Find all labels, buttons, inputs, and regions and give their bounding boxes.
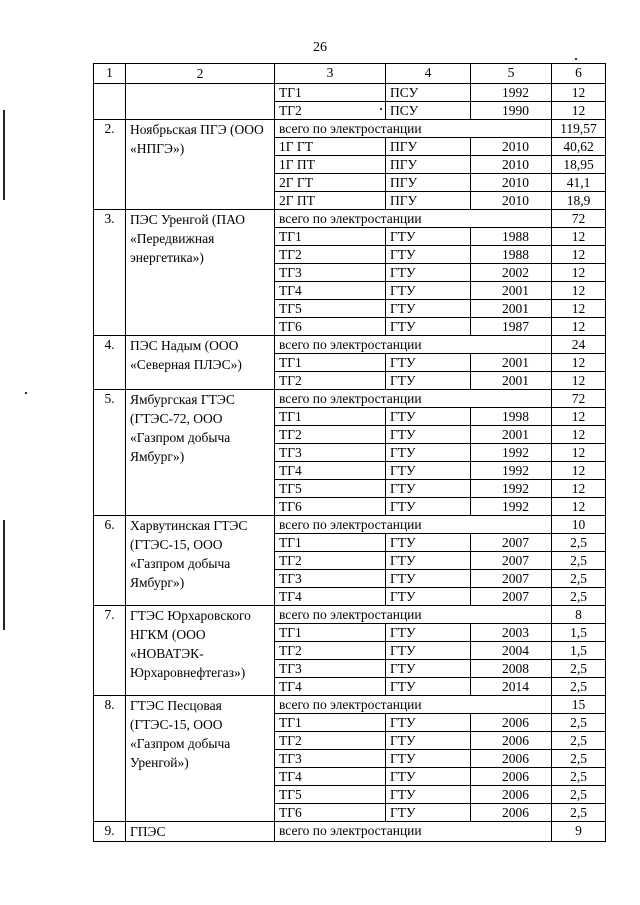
plant-total-label: всего по электростанции (275, 516, 552, 534)
commission-year-cell: 2001 (471, 282, 552, 300)
plant-total-capacity: 15 (552, 696, 606, 714)
unit-cell: ТГ1 (275, 714, 386, 732)
capacity-cell: 2,5 (552, 804, 606, 822)
commission-year-cell: 2006 (471, 768, 552, 786)
commission-year-cell: 1990 (471, 102, 552, 120)
unit-type-cell: ГТУ (386, 750, 471, 768)
commission-year-cell: 2006 (471, 750, 552, 768)
unit-type-cell: ГТУ (386, 642, 471, 660)
unit-type-cell: ГТУ (386, 714, 471, 732)
plant-name: ГПЭС (126, 822, 275, 842)
capacity-cell: 2,5 (552, 678, 606, 696)
commission-year-cell: 2008 (471, 660, 552, 678)
capacity-cell: 2,5 (552, 750, 606, 768)
column-header: 4 (386, 64, 471, 84)
plant-name: Ноябрьская ПГЭ (ООО «НПГЭ») (126, 120, 275, 210)
unit-cell: ТГ1 (275, 84, 386, 102)
capacity-cell: 2,5 (552, 660, 606, 678)
unit-type-cell: ГТУ (386, 660, 471, 678)
commission-year-cell: 1992 (471, 498, 552, 516)
plant-number: 5. (94, 390, 126, 516)
plant-total-row (94, 336, 606, 354)
capacity-cell: 2,5 (552, 534, 606, 552)
scan-speck (25, 392, 27, 394)
unit-type-cell: ГТУ (386, 372, 471, 390)
unit-cell: ТГ1 (275, 228, 386, 246)
commission-year-cell: 2001 (471, 300, 552, 318)
unit-cell: 1Г ГТ (275, 138, 386, 156)
capacity-cell: 2,5 (552, 570, 606, 588)
capacity-cell: 2,5 (552, 732, 606, 750)
unit-cell: ТГ3 (275, 750, 386, 768)
capacity-cell: 12 (552, 426, 606, 444)
unit-cell: 2Г ПТ (275, 192, 386, 210)
plant-total-capacity: 72 (552, 390, 606, 408)
plant-number: 3. (94, 210, 126, 336)
plant-total-label: всего по электростанции (275, 390, 552, 408)
commission-year-cell: 2006 (471, 714, 552, 732)
unit-cell: 1Г ПТ (275, 156, 386, 174)
capacity-cell: 12 (552, 408, 606, 426)
plant-number: 4. (94, 336, 126, 390)
unit-cell: ТГ3 (275, 570, 386, 588)
commission-year-cell: 2010 (471, 192, 552, 210)
unit-type-cell: ГТУ (386, 786, 471, 804)
commission-year-cell: 1988 (471, 246, 552, 264)
unit-cell: 2Г ГТ (275, 174, 386, 192)
commission-year-cell: 1992 (471, 462, 552, 480)
plant-total-capacity: 8 (552, 606, 606, 624)
capacity-cell: 12 (552, 300, 606, 318)
unit-cell: ТГ2 (275, 426, 386, 444)
unit-type-cell: ГТУ (386, 534, 471, 552)
commission-year-cell: 1992 (471, 444, 552, 462)
capacity-cell: 2,5 (552, 552, 606, 570)
plant-name: ГТЭС Юрхаровского НГКМ (ООО «НОВАТЭК-Юрхаровнефтегаз») (126, 606, 275, 696)
unit-type-cell: ПСУ (386, 84, 471, 102)
unit-cell: ТГ6 (275, 498, 386, 516)
unit-type-cell: ПГУ (386, 174, 471, 192)
commission-year-cell: 2006 (471, 732, 552, 750)
unit-type-cell: ГТУ (386, 300, 471, 318)
unit-type-cell: ПГУ (386, 138, 471, 156)
unit-cell: ТГ2 (275, 246, 386, 264)
commission-year-cell: 2006 (471, 786, 552, 804)
unit-type-cell: ПСУ (386, 102, 471, 120)
unit-type-cell: ГТУ (386, 678, 471, 696)
plant-total-row (94, 516, 606, 534)
capacity-cell: 12 (552, 84, 606, 102)
capacity-cell: 12 (552, 498, 606, 516)
column-header: 1 (94, 64, 126, 84)
plant-total-capacity: 119,57 (552, 120, 606, 138)
plant-name: ГТЭС Песцовая (ГТЭС-15, ООО «Газпром добыча Уренгой») (126, 696, 275, 822)
unit-type-cell: ГТУ (386, 480, 471, 498)
unit-cell: ТГ5 (275, 300, 386, 318)
capacity-cell: 12 (552, 462, 606, 480)
plant-total-row (94, 210, 606, 228)
unit-cell: ТГ3 (275, 660, 386, 678)
capacity-cell: 41,1 (552, 174, 606, 192)
capacity-cell: 12 (552, 372, 606, 390)
commission-year-cell: 2001 (471, 426, 552, 444)
table-row (94, 84, 606, 102)
column-header: 6 (552, 64, 606, 84)
commission-year-cell: 1992 (471, 84, 552, 102)
capacity-cell: 1,5 (552, 642, 606, 660)
unit-type-cell: ГТУ (386, 570, 471, 588)
unit-type-cell: ГТУ (386, 552, 471, 570)
plant-total-capacity: 10 (552, 516, 606, 534)
capacity-cell: 2,5 (552, 768, 606, 786)
unit-cell: ТГ4 (275, 282, 386, 300)
commission-year-cell: 2001 (471, 372, 552, 390)
capacity-cell: 12 (552, 264, 606, 282)
unit-cell: ТГ6 (275, 804, 386, 822)
plant-name-cell (126, 84, 275, 120)
capacity-cell: 2,5 (552, 588, 606, 606)
plant-number: 7. (94, 606, 126, 696)
unit-cell: ТГ2 (275, 732, 386, 750)
unit-cell: ТГ2 (275, 372, 386, 390)
unit-type-cell: ГТУ (386, 768, 471, 786)
plant-total-label: всего по электростанции (275, 606, 552, 624)
unit-type-cell: ГТУ (386, 318, 471, 336)
commission-year-cell: 1992 (471, 480, 552, 498)
unit-cell: ТГ4 (275, 768, 386, 786)
unit-type-cell: ГТУ (386, 588, 471, 606)
unit-type-cell: ГТУ (386, 408, 471, 426)
commission-year-cell: 2001 (471, 354, 552, 372)
plant-total-label: всего по электростанции (275, 336, 552, 354)
commission-year-cell: 2010 (471, 156, 552, 174)
capacity-cell: 2,5 (552, 786, 606, 804)
commission-year-cell: 2007 (471, 570, 552, 588)
unit-type-cell: ГТУ (386, 228, 471, 246)
plant-total-row (94, 120, 606, 138)
commission-year-cell: 1988 (471, 228, 552, 246)
unit-cell: ТГ1 (275, 534, 386, 552)
commission-year-cell: 2003 (471, 624, 552, 642)
unit-type-cell: ПГУ (386, 156, 471, 174)
table-body (94, 84, 606, 842)
column-header: 2 (126, 64, 275, 84)
commission-year-cell: 2014 (471, 678, 552, 696)
commission-year-cell: 2010 (471, 138, 552, 156)
scan-edge-mark (3, 110, 5, 200)
commission-year-cell: 2002 (471, 264, 552, 282)
commission-year-cell: 2007 (471, 588, 552, 606)
unit-type-cell: ГТУ (386, 498, 471, 516)
unit-cell: ТГ6 (275, 318, 386, 336)
plant-name: Ямбургская ГТЭС (ГТЭС-72, ООО «Газпром добыча Ямбург») (126, 390, 275, 516)
plant-total-label: всего по электростанции (275, 696, 552, 714)
capacity-cell: 12 (552, 228, 606, 246)
plant-number: 2. (94, 120, 126, 210)
unit-type-cell: ГТУ (386, 444, 471, 462)
unit-cell: ТГ3 (275, 444, 386, 462)
plant-number: 8. (94, 696, 126, 822)
unit-cell: ТГ2 (275, 102, 386, 120)
capacity-cell: 18,95 (552, 156, 606, 174)
capacity-cell: 2,5 (552, 714, 606, 732)
capacity-cell: 12 (552, 480, 606, 498)
unit-cell: ТГ2 (275, 642, 386, 660)
unit-type-cell: ПГУ (386, 192, 471, 210)
unit-type-cell: ГТУ (386, 246, 471, 264)
plant-total-capacity: 72 (552, 210, 606, 228)
column-header: 3 (275, 64, 386, 84)
unit-cell: ТГ2 (275, 552, 386, 570)
unit-cell: ТГ4 (275, 678, 386, 696)
plant-total-capacity: 9 (552, 822, 606, 842)
unit-cell: ТГ1 (275, 624, 386, 642)
unit-type-cell: ГТУ (386, 282, 471, 300)
unit-cell: ТГ5 (275, 480, 386, 498)
capacity-cell: 12 (552, 102, 606, 120)
plant-total-label: всего по электростанции (275, 120, 552, 138)
unit-type-cell: ГТУ (386, 264, 471, 282)
plant-number-cell (94, 84, 126, 120)
plant-total-row (94, 696, 606, 714)
plant-total-label: всего по электростанции (275, 210, 552, 228)
plant-name: ПЭС Надым (ООО «Северная ПЛЭС») (126, 336, 275, 390)
capacity-cell: 40,62 (552, 138, 606, 156)
unit-type-cell: ГТУ (386, 624, 471, 642)
plant-number: 9. (94, 822, 126, 842)
unit-cell: ТГ1 (275, 408, 386, 426)
plant-name: Харвутинская ГТЭС (ГТЭС-15, ООО «Газпром добыча Ямбург») (126, 516, 275, 606)
unit-cell: ТГ1 (275, 354, 386, 372)
unit-type-cell: ГТУ (386, 462, 471, 480)
table-header-row (94, 64, 606, 84)
unit-cell: ТГ3 (275, 264, 386, 282)
unit-type-cell: ГТУ (386, 426, 471, 444)
plant-total-capacity: 24 (552, 336, 606, 354)
page-number: 26 (313, 40, 327, 55)
commission-year-cell: 1987 (471, 318, 552, 336)
commission-year-cell: 2007 (471, 552, 552, 570)
unit-cell: ТГ5 (275, 786, 386, 804)
capacity-cell: 12 (552, 246, 606, 264)
plant-total-row (94, 606, 606, 624)
unit-type-cell: ГТУ (386, 732, 471, 750)
commission-year-cell: 1998 (471, 408, 552, 426)
unit-type-cell: ГТУ (386, 354, 471, 372)
commission-year-cell: 2006 (471, 804, 552, 822)
power-plants-table (93, 63, 606, 842)
plant-total-row (94, 390, 606, 408)
plant-name: ПЭС Уренгой (ПАО «Передвижная энергетика») (126, 210, 275, 336)
commission-year-cell: 2010 (471, 174, 552, 192)
plant-number: 6. (94, 516, 126, 606)
capacity-cell: 1,5 (552, 624, 606, 642)
plant-total-label: всего по электростанции (275, 822, 552, 842)
capacity-cell: 12 (552, 282, 606, 300)
capacity-cell: 12 (552, 318, 606, 336)
capacity-cell: 12 (552, 444, 606, 462)
column-header: 5 (471, 64, 552, 84)
commission-year-cell: 2007 (471, 534, 552, 552)
capacity-cell: 18,9 (552, 192, 606, 210)
scan-speck (575, 58, 577, 60)
unit-cell: ТГ4 (275, 462, 386, 480)
unit-type-cell: ГТУ (386, 804, 471, 822)
capacity-cell: 12 (552, 354, 606, 372)
unit-cell: ТГ4 (275, 588, 386, 606)
plant-total-row (94, 822, 606, 842)
scan-edge-mark (3, 520, 5, 630)
commission-year-cell: 2004 (471, 642, 552, 660)
